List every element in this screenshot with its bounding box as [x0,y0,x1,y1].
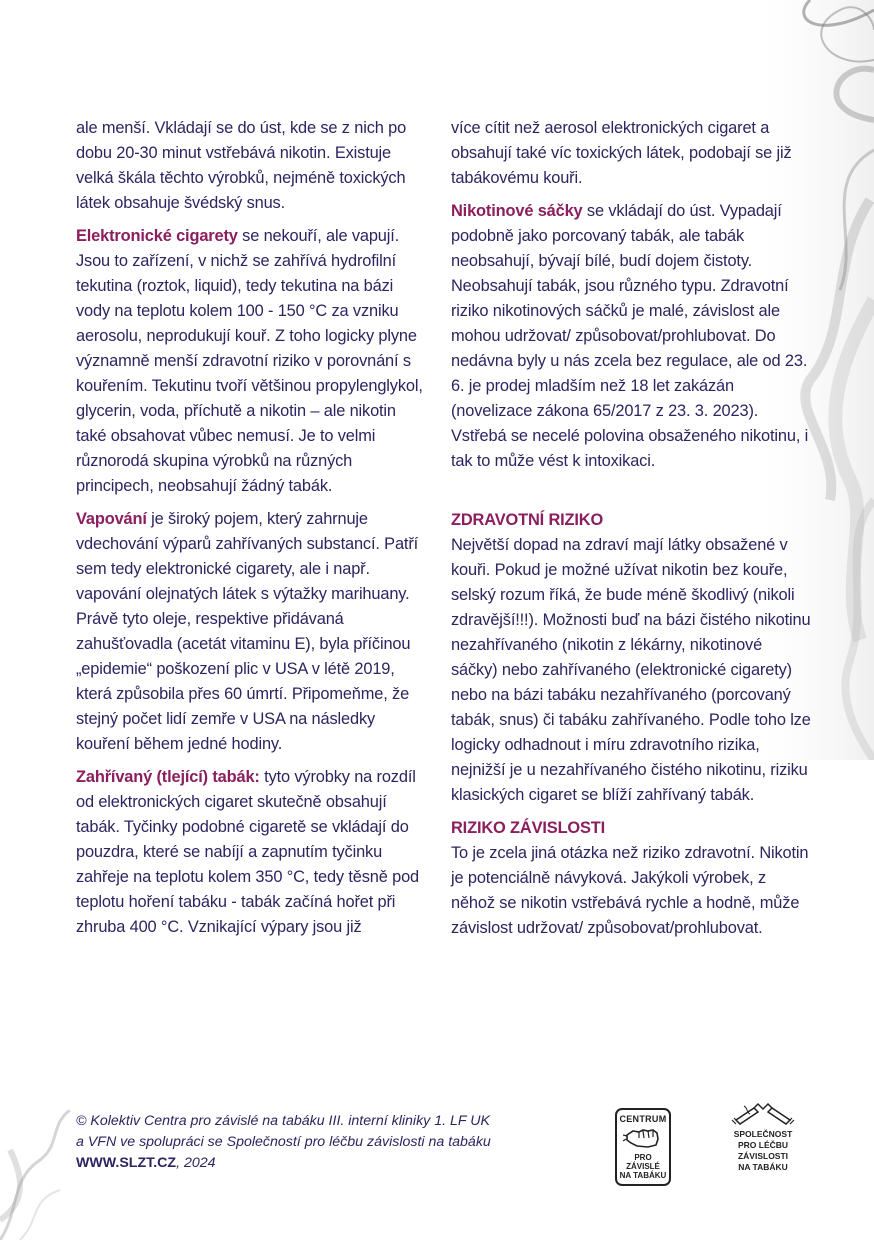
health-risk-paragraph: Největší dopad na zdraví mají látky obsažené v kouři. Pokud je možné užívat nikotin bez kouře, selský rozum říká, že bude méně škodlivý (nikoli zdravější!!!). Možnosti buď na bázi čistého nikotinu nezahřívaného (nikotin z lékárny, nikotinové sáčky) nebo zahřívaného (elektronické cigarety) nebo na bázi tabáku nezahřívaného (porcovaný tabák, snus) či tabáku zahřívaného. Podle toho lze logicky odhadnout i míru zdravotního rizika, nejnižší je u nezahřívaného čistého nikotinu, riziku klasických cigaret se blíží zahřívaný tabák. [451,536,811,804]
vape-paragraph [76,507,428,757]
credits-line-2: a VFN ve spolupráci se Společností pro léčbu závislosti na tabáku [76,1134,491,1150]
ecig-paragraph [76,224,428,499]
left-column [76,116,428,948]
broken-cigarette-icon [730,1100,796,1128]
right-column [451,116,811,949]
footer-year: , 2024 [176,1155,216,1171]
pouch-text: se vkládají do úst. Vypadají podobně jako porcovaný tabák, ale tabák neobsahují, bývají bílé, budí dojem čistoty. Neobsahují tabák, jsou různého typu. Zdravotní riziko nikotinových sáčků je malé, závislost ale mohou udržovat/ způsobovat/prohlubovat. Do nedávna byly u nás zcela bez regulace, ale od 23. 6. je prodej mladším než 18 let zakázán (novelizace zákona 65/2017 z 23. 3. 2023). Vstřebá se necelé polovina obsaženého nikotinu, i tak to může vést k intoxikaci. [451,202,809,470]
website-link[interactable]: WWW.SLZT.CZ [76,1155,177,1171]
centrum-logo-top: CENTRUM [619,1114,667,1124]
spolecnost-logo-line4: NA TABÁKU [738,1162,788,1172]
intro-paragraph: ale menší. Vkládají se do úst, kde se z nich po dobu 20-30 minut vstřebává nikotin. Existuje velká škála těchto výrobků, nejméně toxických látek obsahuje švédský snus. [76,119,407,212]
spolecnost-logo-line2: PRO LÉČBU [737,1140,789,1150]
spolecnost-logo-line3: ZÁVISLOSTI [737,1151,789,1161]
ecig-text: se nekouří, ale vapují. Jsou to zařízení, v nichž se zahřívá hydrofilní tekutina (roztok, liquid), tedy tekutina na bázi vody na teplotu kolem 100 - 150 °C za vzniku aerosolu, neprodukují kouř. Z toho logicky plyne významně menší zdravotní riziko v porovnání s kouřením. Tekutinu tvoří většinou propylenglykol, glycerin, voda, příchutě a nikotin – ale nikotin také obsahovat vůbec nemusí. Je to velmi různorodá skupina výrobků na různých principech, neobsahují žádný tabák. [76,227,423,495]
addiction-risk-paragraph: To je zcela jiná otázka než riziko zdravotní. Nikotin je potenciálně návyková. Jakýkoli výrobek, z něhož se nikotin vstřebává rychle a hodně, může závislost udržovat/ způsobovat/prohlubovat. [451,844,809,937]
credits-line-1: © Kolektiv Centra pro závislé na tabáku III. interní kliniky 1. LF UK [76,1113,490,1129]
centrum-logo [615,1108,671,1186]
footer-credits [76,1111,491,1174]
health-risk-heading: ZDRAVOTNÍ RIZIKO [451,511,604,529]
addiction-risk-heading: RIZIKO ZÁVISLOSTI [451,819,606,837]
spolecnost-logo [729,1100,797,1186]
heated-text: tyto výrobky na rozdíl od elektronických cigaret skutečně obsahují tabák. Tyčinky podobné cigaretě se vkládají do pouzdra, které se nabíjí a zapnutím tyčinku zahřeje na teplotu kolem 350 °C, tedy těsně pod teplotu hoření tabáku - tabák začíná hořet při zhruba 400 °C. Vznikající výpary jsou již [76,768,420,936]
vape-text: je široký pojem, který zahrnuje vdechování výparů zahřívaných substancí. Patří sem tedy elektronické cigarety, ale i např. vapování olejnatých látek s výtažky marihuany. Právě tyto oleje, respektive přidávaná zahušťovadla (acetát vitaminu E), byla příčinou „epidemie“ poškození plic v USA v létě 2019, která způsobila přes 60 úmrtí. Připomeňme, že stejný počet lidí zemře v USA na následky kouření během jedné hodiny. [76,510,419,753]
spolecnost-logo-line1: SPOLEČNOST [733,1129,793,1139]
centrum-logo-line1: PRO ZÁVISLÉ [626,1153,660,1171]
fist-icon [623,1125,663,1151]
heated-paragraph [76,765,428,940]
pouch-term: Nikotinové sáčky [451,202,583,220]
heated-term: Zahřívaný (tlející) tabák: [76,768,260,786]
continuation-paragraph: více cítit než aerosol elektronických cigaret a obsahují také víc toxických látek, podobají se již tabákovému kouři. [451,119,792,187]
pouch-paragraph [451,199,811,474]
ecig-term: Elektronické cigarety [76,227,238,245]
vape-term: Vapování [76,510,147,528]
centrum-logo-line2: NA TABÁKU [619,1171,667,1180]
